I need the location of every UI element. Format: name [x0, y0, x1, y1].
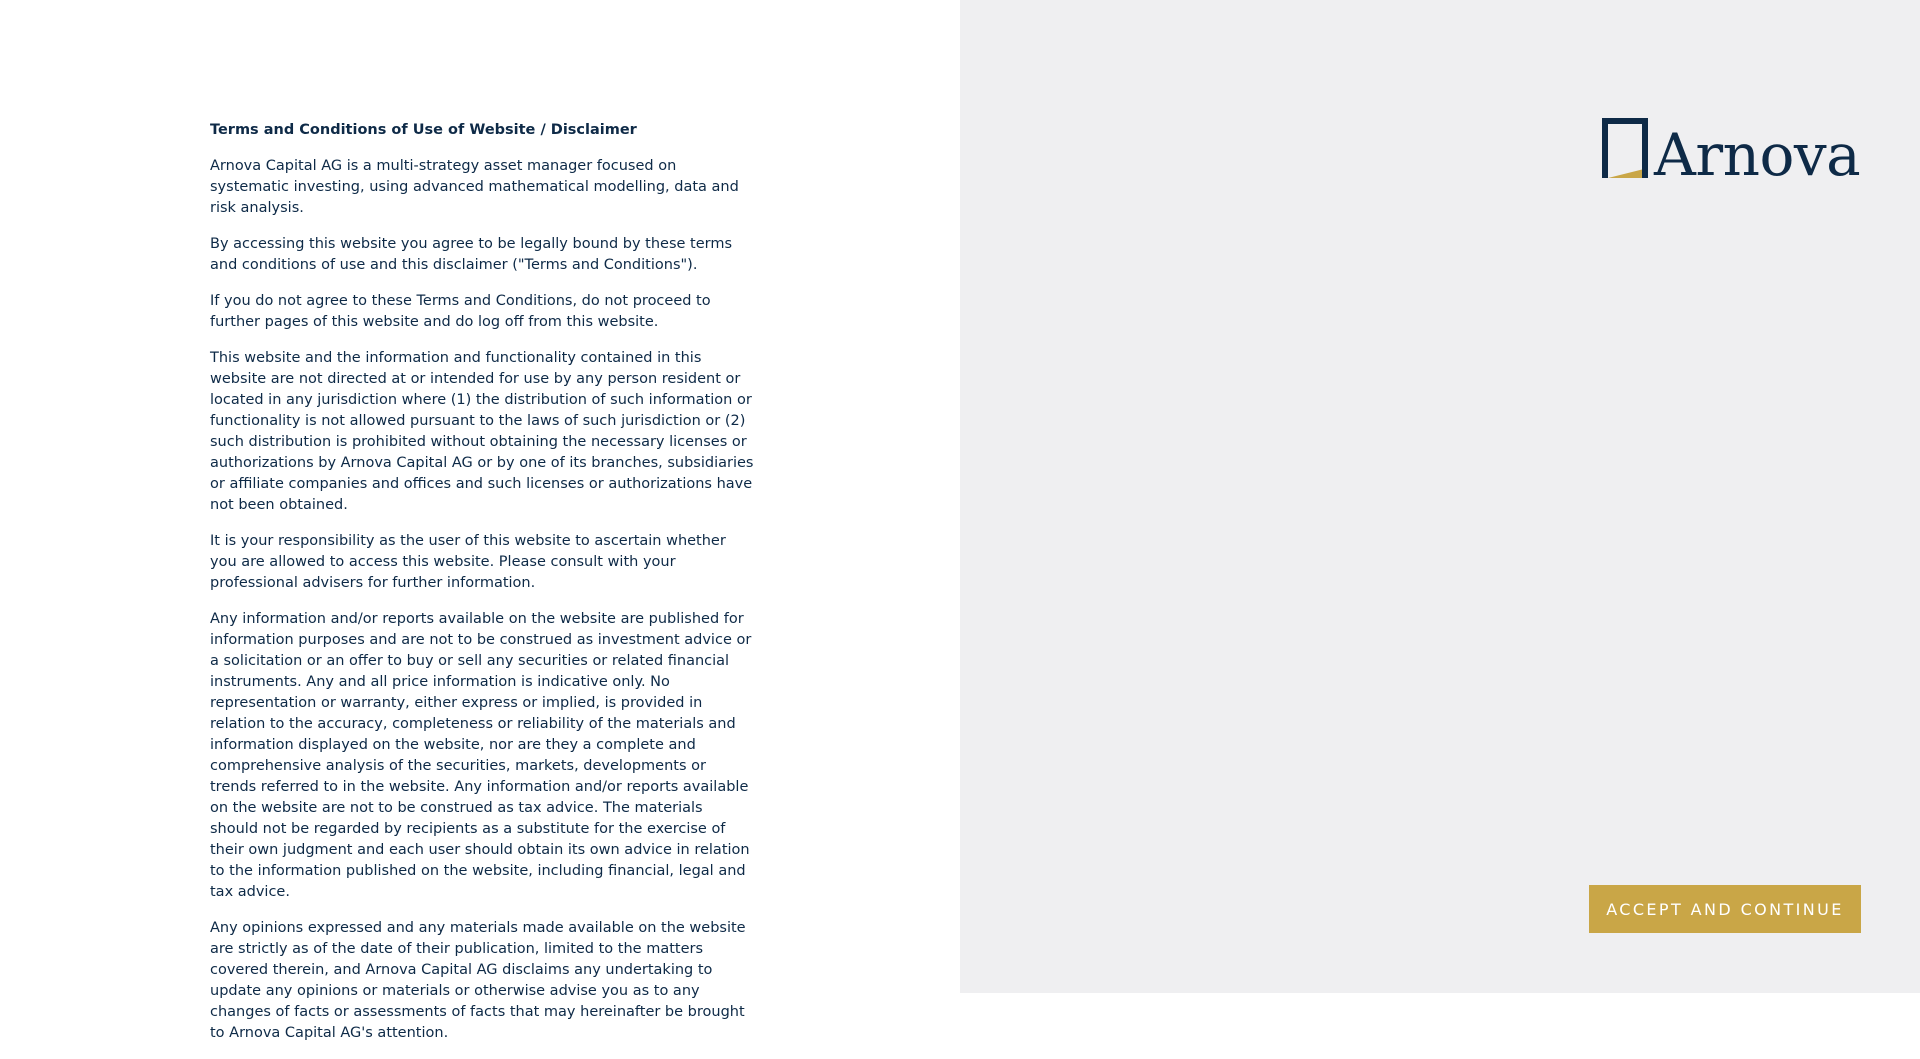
disclaimer-content: [210, 120, 755, 1059]
disclaimer-paragraph-7: Any opinions expressed and any materials made available on the website are strictly as of the date of their publication, limited to the matters covered therein, and Arnova Capital AG disclaims any undertaking to update any opinions or materials or otherwise advise you as to any changes of facts or assessments of facts that may hereinafter be brought to Arnova Capital AG's attention.: [210, 920, 746, 1041]
disclaimer-paragraph-1: Arnova Capital AG is a multi-strategy asset manager focused on systematic investing, using advanced mathematical modelling, data and risk analysis.: [210, 158, 739, 216]
disclaimer-paragraph-5: It is your responsibility as the user of this website to ascertain whether you are allowed to access this website. Please consult with your professional advisers for further information.: [210, 533, 726, 591]
accept-and-continue-button[interactable]: ACCEPT AND CONTINUE: [1589, 885, 1861, 933]
arnova-frame-icon: [1602, 118, 1648, 178]
logo-wordmark: Arnova: [1654, 121, 1861, 189]
disclaimer-paragraph-4: This website and the information and functionality contained in this website are not directed at or intended for use by any person resident or located in any jurisdiction where (1) the distribution of such information or functionality is not allowed pursuant to the laws of such jurisdiction or (2) such distribution is prohibited without obtaining the necessary licenses or authorizations by Arnova Capital AG or by one of its branches, subsidiaries or affiliate companies and offices and such licenses or authorizations have not been obtained.: [210, 350, 754, 513]
arnova-logo: [1602, 118, 1861, 189]
disclaimer-paragraph-3: If you do not agree to these Terms and Conditions, do not proceed to further pages of this website and do log off from this website.: [210, 293, 711, 330]
brand-panel: [960, 0, 1920, 993]
disclaimer-panel: [0, 0, 960, 1041]
disclaimer-paragraph-2: By accessing this website you agree to be legally bound by these terms and conditions of use and this disclaimer ("Terms and Conditions").: [210, 236, 733, 273]
disclaimer-title: Terms and Conditions of Use of Website / Disclaimer: [210, 122, 637, 138]
disclaimer-paragraph-6: Any information and/or reports available on the website are published for information purposes and are not to be construed as investment advice or a solicitation or an offer to buy or sell any securities or related financial instruments. Any and all price information is indicative only. No representation or warranty, either express or implied, is provided in relation to the accuracy, completeness or reliability of the materials and information displayed on the website, nor are they a complete and comprehensive analysis of the securities, markets, developments or trends referred to in the website. Any information and/or reports available on the website are not to be construed as tax advice. The materials should not be regarded by recipients as a substitute for the exercise of their own judgment and each user should obtain its own advice in relation to the information published on the website, including financial, legal and tax advice.: [210, 611, 752, 900]
